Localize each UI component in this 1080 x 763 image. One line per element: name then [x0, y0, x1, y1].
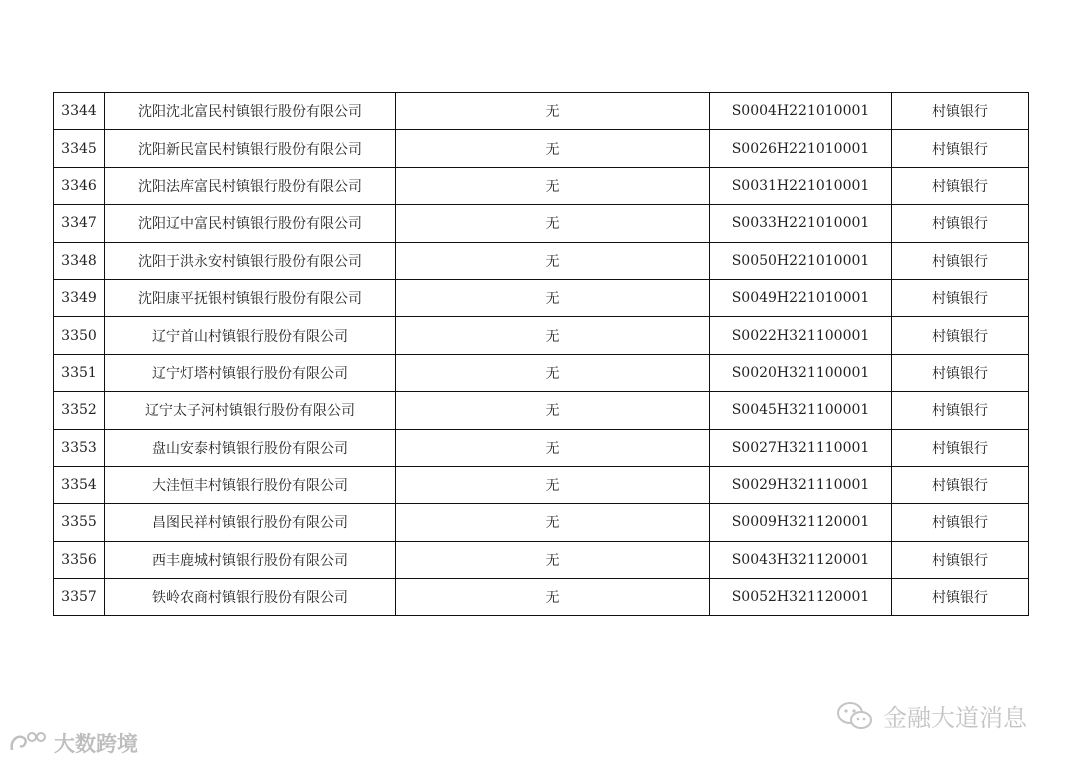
institution-name-cell: 沈阳沈北富民村镇银行股份有限公司 [105, 93, 396, 130]
institution-name-cell: 沈阳法库富民村镇银行股份有限公司 [105, 167, 396, 204]
previous-name-cell: 无 [396, 242, 710, 279]
institution-name-cell: 大洼恒丰村镇银行股份有限公司 [105, 466, 396, 503]
previous-name-cell: 无 [396, 504, 710, 541]
watermark-right-text: 金融大道消息 [883, 704, 1027, 732]
row-number-cell: 3354 [54, 466, 105, 503]
table-row [54, 541, 1029, 578]
institution-code-cell: S0009H321120001 [710, 504, 892, 541]
bank-registry-table [53, 92, 1029, 616]
institution-code-cell: S0022H321100001 [710, 317, 892, 354]
previous-name-cell: 无 [396, 466, 710, 503]
institution-type-cell: 村镇银行 [892, 504, 1029, 541]
wechat-logo-icon [835, 700, 875, 732]
institution-code-cell: S0050H221010001 [710, 242, 892, 279]
table-row [54, 504, 1029, 541]
institution-type-cell: 村镇银行 [892, 466, 1029, 503]
table-row [54, 130, 1029, 167]
institution-code-cell: S0045H321100001 [710, 392, 892, 429]
table-row [54, 167, 1029, 204]
table-body [54, 93, 1029, 616]
previous-name-cell: 无 [396, 429, 710, 466]
institution-code-cell: S0029H321110001 [710, 466, 892, 503]
row-number-cell: 3350 [54, 317, 105, 354]
institution-type-cell: 村镇银行 [892, 392, 1029, 429]
institution-code-cell: S0049H221010001 [710, 279, 892, 316]
institution-name-cell: 沈阳辽中富民村镇银行股份有限公司 [105, 205, 396, 242]
institution-name-cell: 沈阳于洪永安村镇银行股份有限公司 [105, 242, 396, 279]
institution-type-cell: 村镇银行 [892, 279, 1029, 316]
previous-name-cell: 无 [396, 279, 710, 316]
table-row [54, 93, 1029, 130]
table-row [54, 429, 1029, 466]
institution-type-cell: 村镇银行 [892, 354, 1029, 391]
table-row [54, 279, 1029, 316]
row-number-cell: 3348 [54, 242, 105, 279]
previous-name-cell: 无 [396, 93, 710, 130]
table-row [54, 392, 1029, 429]
previous-name-cell: 无 [396, 354, 710, 391]
institution-type-cell: 村镇银行 [892, 541, 1029, 578]
row-number-cell: 3357 [54, 579, 105, 616]
row-number-cell: 3345 [54, 130, 105, 167]
table-row [54, 579, 1029, 616]
watermark-logo-icon [8, 728, 48, 758]
institution-name-cell: 沈阳新民富民村镇银行股份有限公司 [105, 130, 396, 167]
institution-type-cell: 村镇银行 [892, 205, 1029, 242]
row-number-cell: 3347 [54, 205, 105, 242]
institution-name-cell: 辽宁太子河村镇银行股份有限公司 [105, 392, 396, 429]
institution-code-cell: S0027H321110001 [710, 429, 892, 466]
institution-code-cell: S0043H321120001 [710, 541, 892, 578]
institution-type-cell: 村镇银行 [892, 242, 1029, 279]
institution-name-cell: 盘山安泰村镇银行股份有限公司 [105, 429, 396, 466]
institution-name-cell: 沈阳康平抚银村镇银行股份有限公司 [105, 279, 396, 316]
institution-code-cell: S0020H321100001 [710, 354, 892, 391]
table-row [54, 205, 1029, 242]
previous-name-cell: 无 [396, 579, 710, 616]
institution-code-cell: S0026H221010001 [710, 130, 892, 167]
previous-name-cell: 无 [396, 392, 710, 429]
row-number-cell: 3353 [54, 429, 105, 466]
previous-name-cell: 无 [396, 541, 710, 578]
watermark-left-text: 大数跨境 [54, 732, 138, 756]
institution-code-cell: S0052H321120001 [710, 579, 892, 616]
institution-name-cell: 昌图民祥村镇银行股份有限公司 [105, 504, 396, 541]
previous-name-cell: 无 [396, 167, 710, 204]
institution-type-cell: 村镇银行 [892, 429, 1029, 466]
table-row [54, 354, 1029, 391]
previous-name-cell: 无 [396, 317, 710, 354]
institution-name-cell: 辽宁灯塔村镇银行股份有限公司 [105, 354, 396, 391]
table-row [54, 466, 1029, 503]
institution-name-cell: 西丰鹿城村镇银行股份有限公司 [105, 541, 396, 578]
watermark-right [835, 698, 1027, 733]
row-number-cell: 3352 [54, 392, 105, 429]
institution-type-cell: 村镇银行 [892, 93, 1029, 130]
institution-type-cell: 村镇银行 [892, 579, 1029, 616]
institution-code-cell: S0033H221010001 [710, 205, 892, 242]
institution-code-cell: S0031H221010001 [710, 167, 892, 204]
row-number-cell: 3349 [54, 279, 105, 316]
row-number-cell: 3351 [54, 354, 105, 391]
institution-name-cell: 辽宁首山村镇银行股份有限公司 [105, 317, 396, 354]
institution-type-cell: 村镇银行 [892, 130, 1029, 167]
institution-type-cell: 村镇银行 [892, 167, 1029, 204]
row-number-cell: 3344 [54, 93, 105, 130]
institution-type-cell: 村镇银行 [892, 317, 1029, 354]
table-row [54, 242, 1029, 279]
row-number-cell: 3356 [54, 541, 105, 578]
row-number-cell: 3346 [54, 167, 105, 204]
watermark-left [8, 728, 138, 758]
table-row [54, 317, 1029, 354]
institution-name-cell: 铁岭农商村镇银行股份有限公司 [105, 579, 396, 616]
previous-name-cell: 无 [396, 130, 710, 167]
row-number-cell: 3355 [54, 504, 105, 541]
previous-name-cell: 无 [396, 205, 710, 242]
institution-code-cell: S0004H221010001 [710, 93, 892, 130]
